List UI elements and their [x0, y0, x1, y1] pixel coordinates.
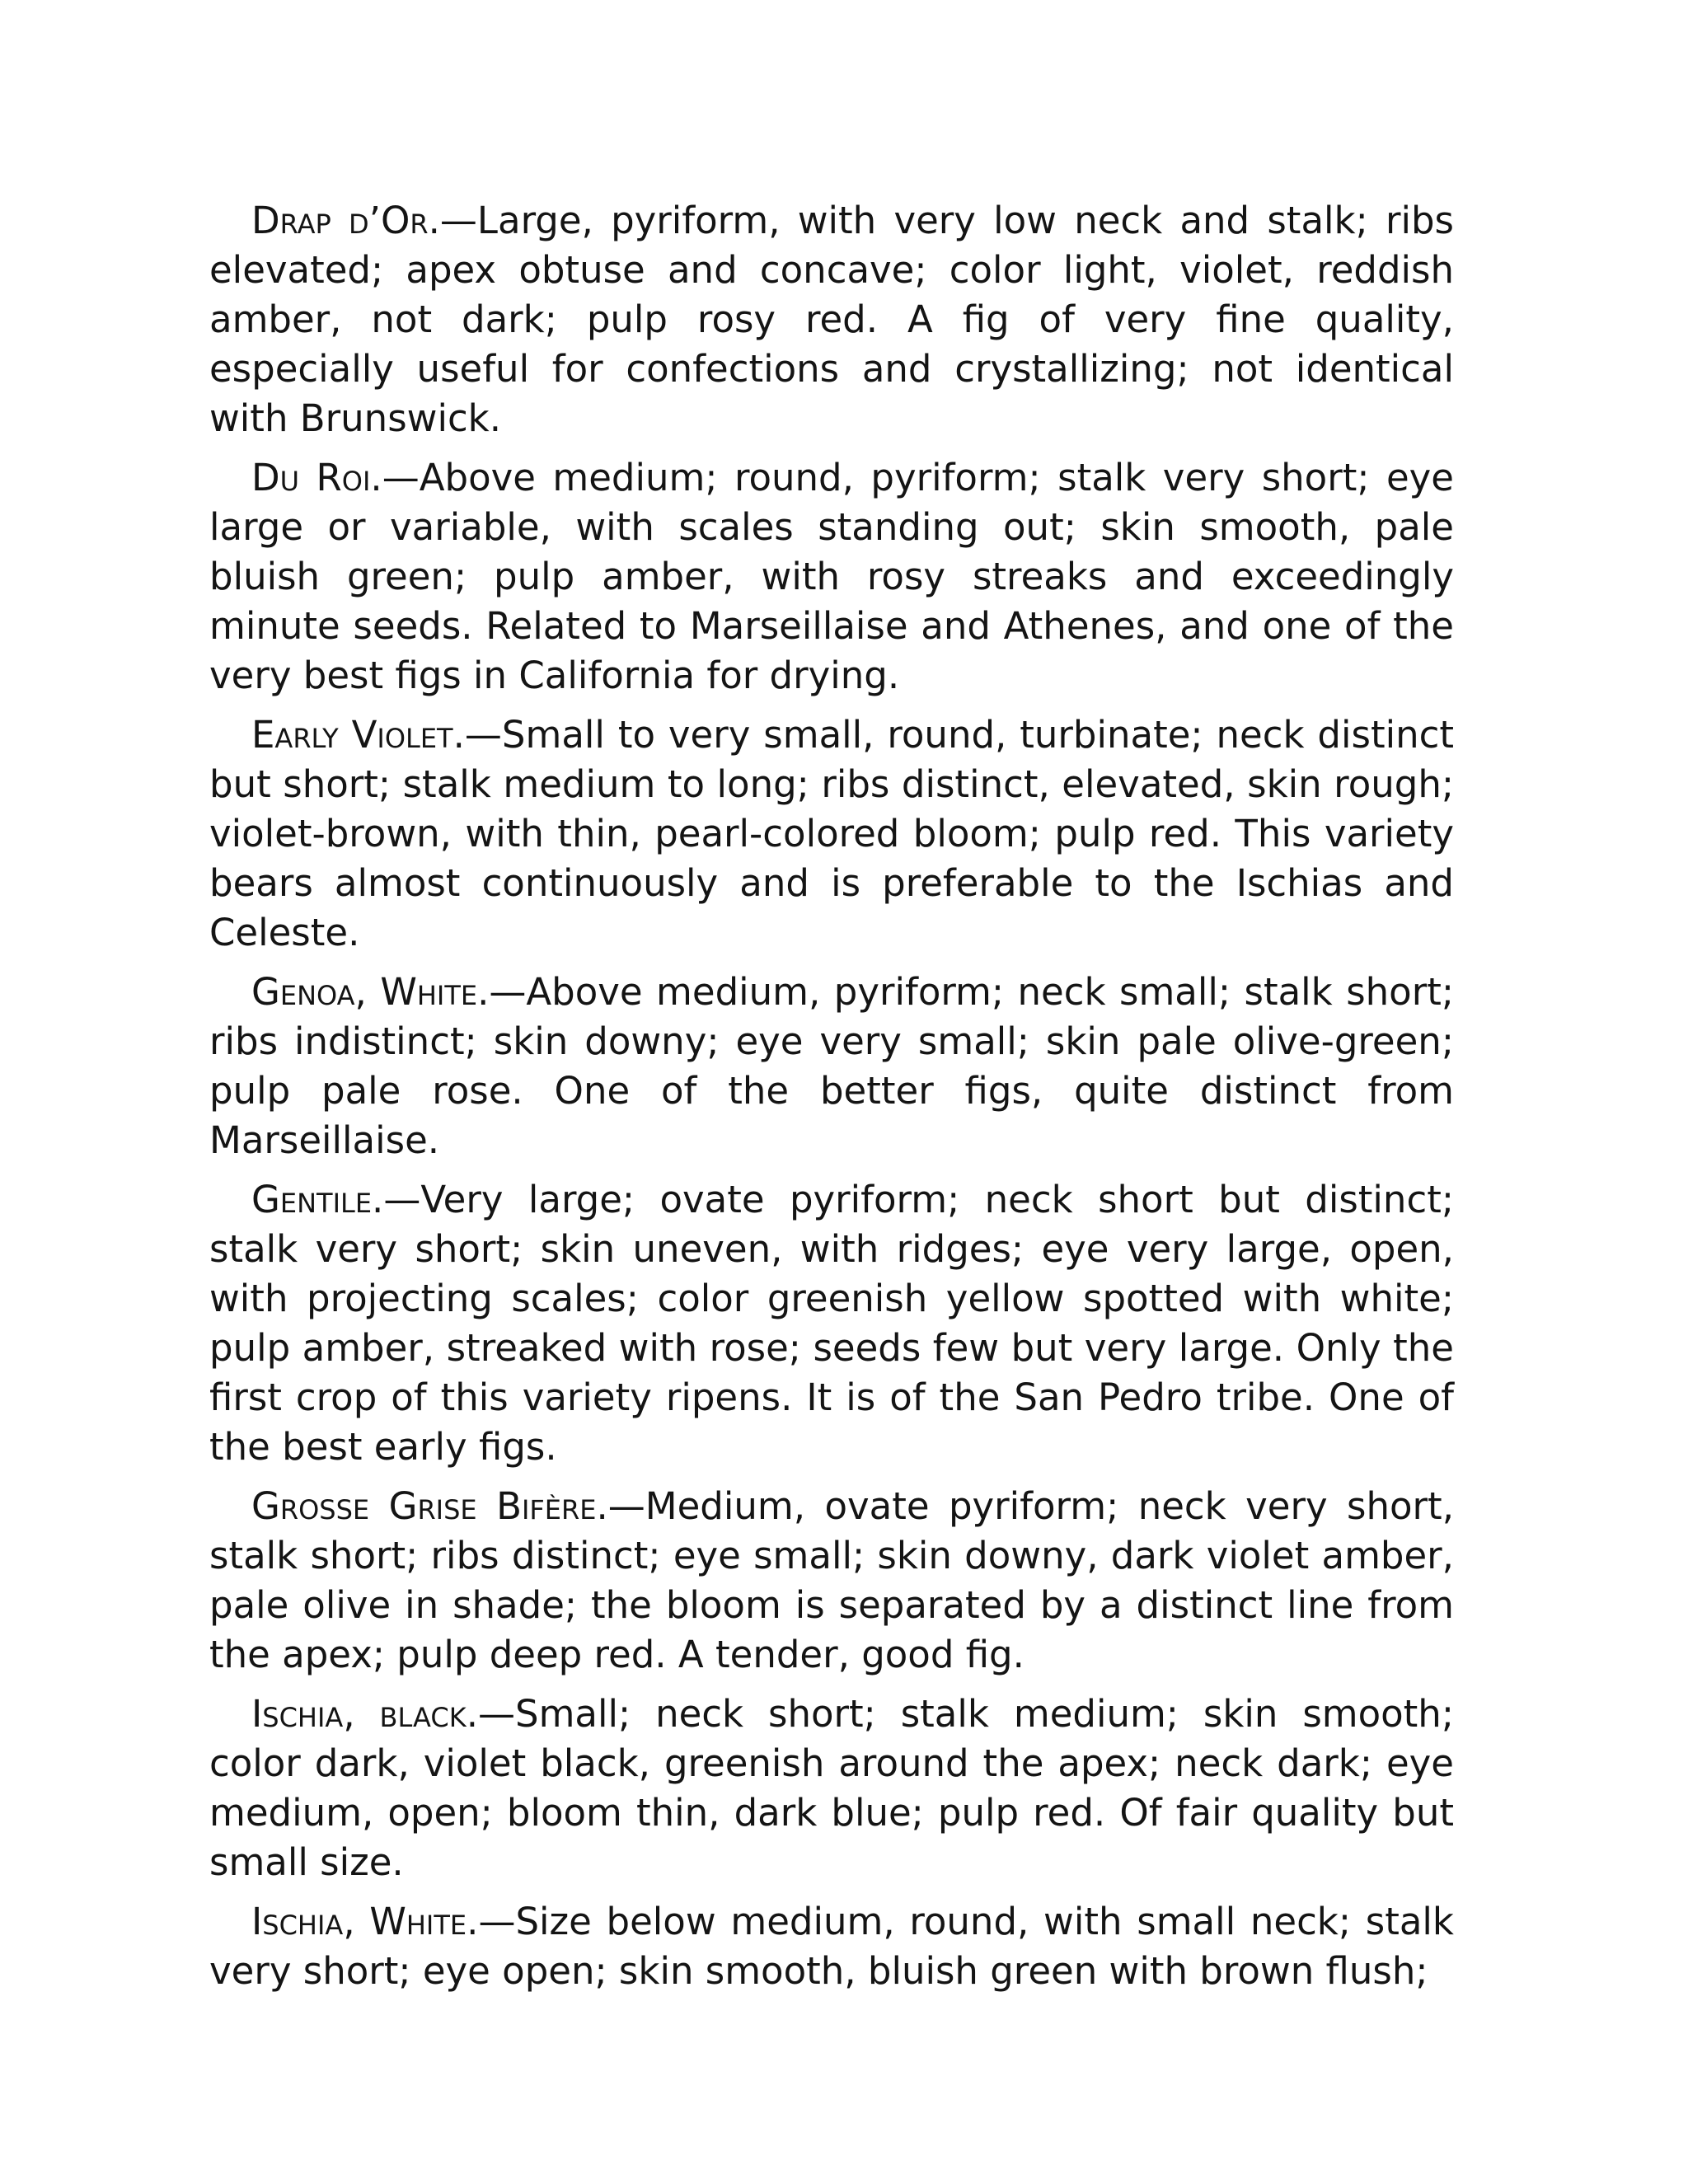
variety-description: —Small; neck short; stalk medium; skin smooth; color dark, violet black, greenish around the apex; neck dark; eye medium, open; bloom thin, dark blue; pulp red. Of fair quality but small size.	[209, 1692, 1454, 1884]
variety-name: Drap d’Or.	[251, 199, 440, 242]
variety-description: —Size below medium, round, with small neck; stalk very short; eye open; skin smooth, bluish green with brown flush;	[209, 1900, 1454, 1993]
variety-name: Du Roi.	[251, 456, 382, 499]
variety-description: —Very large; ovate pyriform; neck short but distinct; stalk very short; skin uneven, with ridges; eye very large, open, with projecting scales; color greenish yellow spotted with white; pulp amber, streaked with rose; seeds few but very large. Only the first crop of this variety ripens. It is of the San Pedro tribe. One of the best early figs.	[209, 1178, 1454, 1469]
variety-name: Gentile.	[251, 1178, 384, 1221]
entry-genoa-white	[209, 968, 1454, 1165]
document-page	[209, 196, 1454, 2006]
variety-description: —Large, pyriform, with very low neck and stalk; ribs elevated; apex obtuse and concave; color light, violet, reddish amber, not dark; pulp rosy red. A fig of very fine quality, especially useful for confections and crystallizing; not identical with Brunswick.	[209, 199, 1455, 440]
variety-description: —Above medium, pyriform; neck small; stalk short; ribs indistinct; skin downy; eye very small; skin pale olive-green; pulp pale rose. One of the better figs, quite distinct from Marseillaise.	[209, 970, 1455, 1162]
variety-description: —Medium, ovate pyriform; neck very short, stalk short; ribs distinct; eye small; skin downy, dark violet amber, pale olive in shade; the bloom is separated by a distinct line from the apex; pulp deep red. A tender, good fig.	[209, 1484, 1454, 1676]
variety-name: Genoa, White.	[251, 970, 490, 1014]
variety-name: Early Violet.	[251, 713, 465, 757]
variety-description: —Above medium; round, pyriform; stalk very short; eye large or variable, with scales standing out; skin smooth, pale bluish green; pulp amber, with rosy streaks and exceedingly minute seeds. Related to Marseillaise and Athenes, and one of the very best figs in California for drying.	[209, 456, 1454, 697]
entry-ischia-white	[209, 1897, 1454, 1996]
variety-name: Ischia, White.	[251, 1900, 479, 1943]
entry-drap-dor	[209, 196, 1454, 443]
variety-name: Grosse Grise Bifère.	[251, 1484, 608, 1528]
entry-early-violet	[209, 710, 1454, 958]
entry-grosse-grise-bifere	[209, 1482, 1454, 1680]
variety-name: Ischia, black.	[251, 1692, 479, 1736]
entry-du-roi	[209, 453, 1454, 701]
entry-ischia-black	[209, 1690, 1454, 1887]
entry-gentile	[209, 1175, 1454, 1472]
variety-description: —Small to very small, round, turbinate; neck distinct but short; stalk medium to long; ribs distinct, elevated, skin rough; violet-brown, with thin, pearl-colored bloom; pulp red. This variety bears almost continuously and is preferable to the Ischias and Celeste.	[209, 713, 1454, 954]
